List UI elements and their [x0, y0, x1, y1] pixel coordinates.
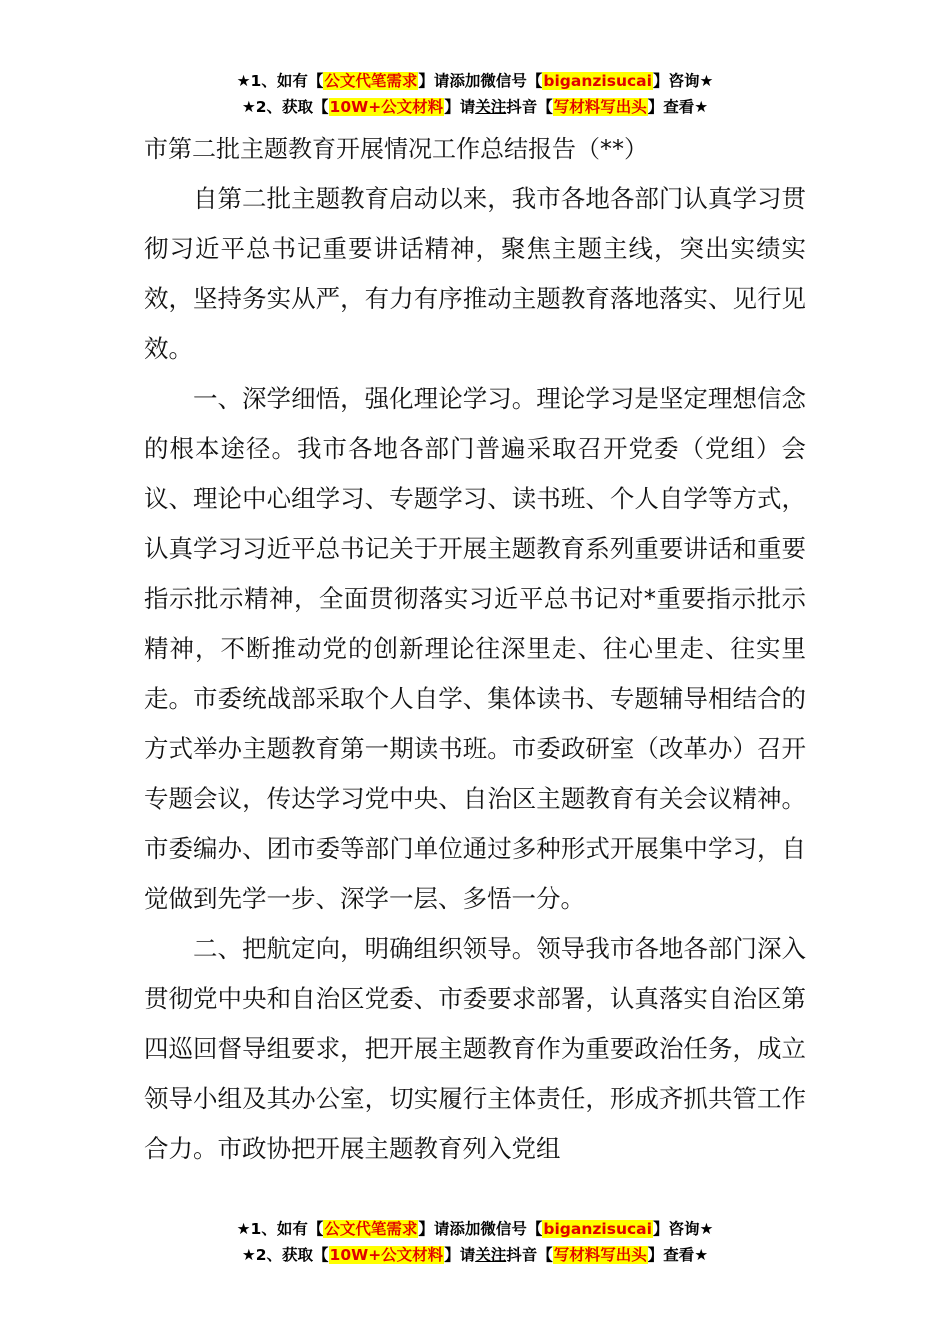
highlight-wechat-id: biganzisucai: [543, 1220, 652, 1238]
promo-text: 微信号【: [480, 72, 543, 90]
promo-text: 】请: [418, 72, 450, 90]
star-icon: ★: [241, 98, 256, 116]
highlight-materials: 10W+公文材料: [329, 1246, 444, 1264]
star-icon: ★: [236, 1220, 251, 1238]
star-icon: ★: [694, 98, 709, 116]
promo-line-1: [0, 68, 950, 94]
promo-text: 】查看: [647, 1246, 695, 1264]
promo-text: 】请: [444, 1246, 476, 1264]
document-title: 市第二批主题教育开展情况工作总结报告（**）: [144, 135, 648, 163]
promo-text: 微信号【: [480, 1220, 543, 1238]
star-icon: ★: [236, 72, 251, 90]
paragraph-section-1: 一、深学细悟，强化理论学习。理论学习是坚定理想信念的根本途径。我市各地各部门普遍采取召开党委（党组）会议、理论中心组学习、专题学习、读书班、个人自学等方式，认真学习习近平总书记关于开展主题教育系列重要讲话和重要指示批示精神，全面贯彻落实习近平总书记对*重要指示批示精神，不断推动党的创新理论往深里走、往心里走、往实里走。市委统战部采取个人自学、集体读书、专题辅导相结合的方式举办主题教育第一期读书班。市委政研室（改革办）召开专题会议，传达学习党中央、自治区主题教育有关会议精神。市委编办、团市委等部门单位通过多种形式开展集中学习，自觉做到先学一步、深学一层、多悟一分。: [144, 384, 806, 913]
promo-text: 】查看: [647, 98, 695, 116]
promo-text: 2、获取【: [255, 98, 329, 116]
highlight-service: 公文代笔需求: [324, 72, 418, 90]
highlight-materials: 10W+公文材料: [329, 98, 444, 116]
promo-line-2: [0, 1242, 950, 1268]
promo-text: 】请: [418, 1220, 450, 1238]
promo-text: 】请: [444, 98, 476, 116]
promo-line-2: [0, 94, 950, 120]
promo-emphasis: 关注: [475, 1246, 507, 1264]
paragraph-intro: 自第二批主题教育启动以来，我市各地各部门认真学习贯彻习近平总书记重要讲话精神，聚焦主题主线，突出实绩实效，坚持务实从严，有力有序推动主题教育落地落实、见行见效。: [144, 184, 806, 363]
star-icon: ★: [699, 72, 714, 90]
promo-emphasis: 添加: [449, 72, 481, 90]
highlight-wechat-id: biganzisucai: [543, 72, 652, 90]
promo-text: 抖音【: [506, 98, 553, 116]
promo-text: 抖音【: [506, 1246, 553, 1264]
promo-emphasis: 关注: [475, 98, 507, 116]
promo-emphasis: 添加: [449, 1220, 481, 1238]
header-promo-banner: [0, 68, 950, 120]
star-icon: ★: [699, 1220, 714, 1238]
star-icon: ★: [694, 1246, 709, 1264]
promo-text: 】咨询: [652, 72, 700, 90]
promo-line-1: [0, 1216, 950, 1242]
promo-text: 1、如有【: [250, 1220, 324, 1238]
highlight-douyin-account: 写材料写出头: [553, 1246, 647, 1264]
highlight-service: 公文代笔需求: [324, 1220, 418, 1238]
footer-promo-banner: [0, 1216, 950, 1268]
promo-text: 2、获取【: [255, 1246, 329, 1264]
promo-text: 】咨询: [652, 1220, 700, 1238]
paragraph-section-2: 二、把航定向，明确组织领导。领导我市各地各部门深入贯彻党中央和自治区党委、市委要求部署，认真落实自治区第四巡回督导组要求，把开展主题教育作为重要政治任务，成立领导小组及其办公室，切实履行主体责任，形成齐抓共管工作合力。市政协把开展主题教育列入党组: [144, 934, 806, 1163]
promo-text: 1、如有【: [250, 72, 324, 90]
document-body: [144, 124, 806, 1174]
highlight-douyin-account: 写材料写出头: [553, 98, 647, 116]
star-icon: ★: [241, 1246, 256, 1264]
